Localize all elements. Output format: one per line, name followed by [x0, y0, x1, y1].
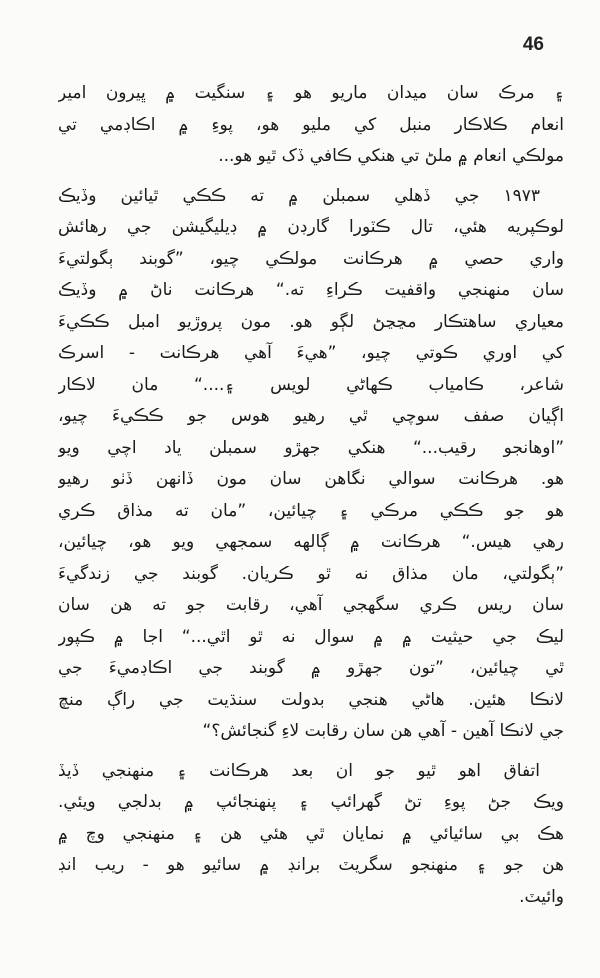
text-line: واري حصي ۾ هرڪانت مولڪي چيو، ”گوبند ٻگولتيءَ [58, 248, 564, 269]
text-line: جي لانڪا آهين - آهي هن سان رقابت لاءِ گنجائش؟“ [202, 721, 564, 741]
text-line: وائيٽ. [519, 886, 564, 907]
text-line: کي اوري ڪوتي چيو، ”هيءَ آهي هرڪانت - اسرڪ [58, 343, 564, 363]
text-line: اتفاق اهو ٿيو جو ان بعد هرڪانت ۽ منهنجي ڏيڏ [58, 760, 540, 781]
text-line: شاعر، ڪامياب ڪهاڻي لويس ۽....“ مان لاڪار [58, 374, 564, 395]
text-line: اڳيان صفف سوچي ٿي رهيو هوس جو ڪڪيءَ چيو، [58, 406, 564, 426]
text-line: ١٩٧٣ جي ڏهلي سمبلن ۾ ته ڪڪي ٿيائين وڏيڪ [58, 185, 540, 206]
text-line: رهي هيس.“ هرڪانت ۾ ڳالهه سمجهي ويو هو، چيائين، [58, 532, 564, 552]
text-line: هڪ بي سائيائي ۾ نمايان ٿي هئي هن ۽ منهنجي وچ ۾ [58, 823, 564, 844]
body-text [58, 78, 564, 921]
text-line: معياري ساهتڪار مڃڃڻ لڳو هو. مون پروڙيو امبل ڪڪيءَ [58, 311, 564, 332]
text-line: هن جو ۽ منهنجو سگريٽ برانڊ ۾ سائيو هو - ريب انڊ [58, 855, 564, 875]
text-line: انعام ڪلاڪار منبل کي مليو هو، پوءِ ۾ اڪاڊمي تي [58, 114, 564, 135]
paragraph [58, 78, 564, 173]
text-line: هو جو ڪڪي مرڪي ۽ چيائين، ”مان ته مذاق ڪري [58, 500, 564, 521]
text-line: ”اوهانجو رقيب...“ هنکي جهڙو سمبلن ياد اچي ويو [58, 437, 564, 458]
paragraph [58, 756, 564, 914]
text-line: لانڪا هئين. هاڻي هنجي بدولت سنڌيت جي راڳ منچ [58, 689, 564, 710]
text-line: لوڪپريه هئي، تال ڪٽورا گارڊن ۾ ڊيليگيشن جي رهائش [58, 217, 564, 237]
text-line: ويڪ جڻ پوءِ تڻ گهرائپ ۽ پنهنجائپ ۾ بدلجي ويئي. [58, 792, 564, 812]
text-line: ليڪ جي حيثيت ۾ ۾ سوال نه ٿو اٿي...“ اجا ۾ ڪپور [58, 626, 564, 647]
text-line: سان ريس ڪري سگهجي آهي، رقابت جو ته هن سان [58, 595, 564, 615]
text-line: سان منهنجي واقفيت ڪراءِ ته.“ هرڪانت ناڻ ۾ وڏيڪ [58, 280, 564, 300]
page-number: 46 [522, 34, 544, 55]
text-line: ”ٻگولتي، مان مذاق نه ٿو ڪريان. گوبند جي زندگيءَ [58, 563, 564, 584]
text-line: مولڪي انعام ۾ ملڻ تي هنکي ڪافي ڏک ٿيو هو... [218, 146, 564, 166]
text-line: هو. هرڪانت سوالي نگاهن سان مون ڏانهن ڏٺو رهيو [58, 469, 564, 489]
paragraph [58, 181, 564, 748]
text-line: ۽ مرڪ سان ميدان ماريو هو ۽ سنگيت ۾ ڀيرون امير [58, 83, 564, 103]
text-line: ٿي چيائين، ”تون جهڙو ۾ گوبند جي اڪاڊميءَ جي [58, 658, 564, 678]
